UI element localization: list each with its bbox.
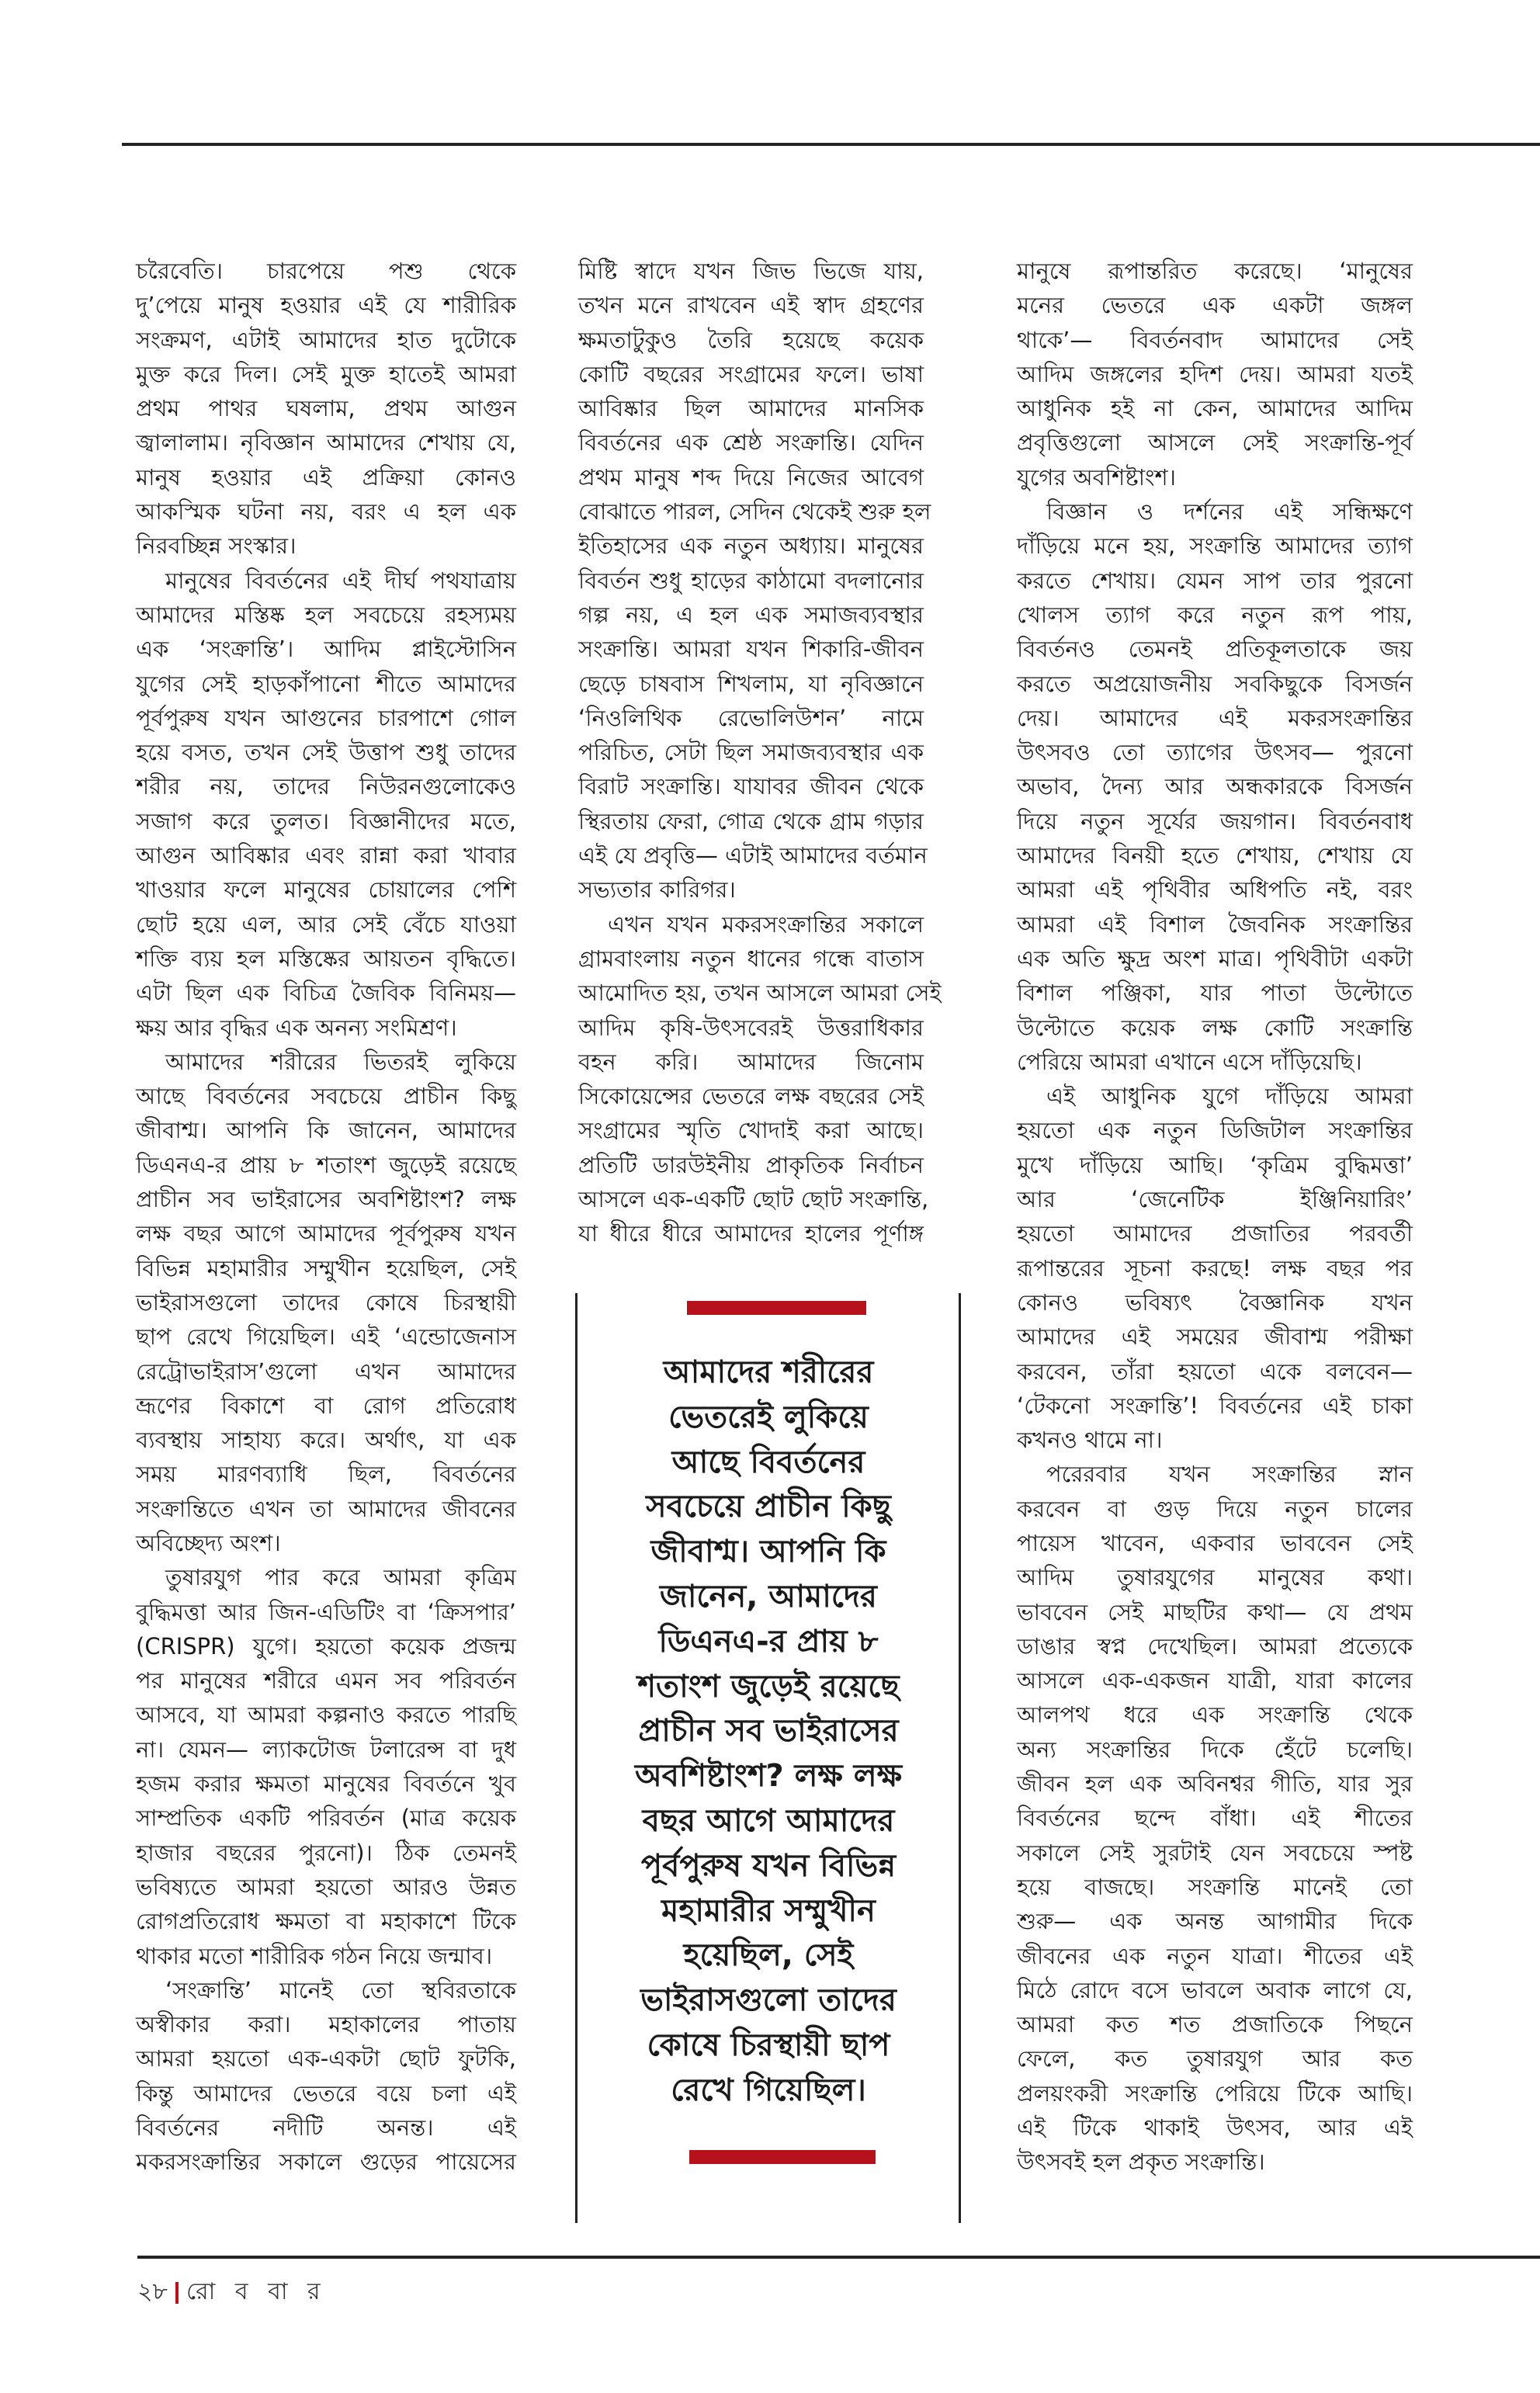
paragraph-line: গ্রামবাংলায় নতুন ধানের গন্ধে বাতাস — [578, 945, 924, 972]
paragraph-line: জ্বালালাম। নৃবিজ্ঞান আমাদের শেখায় যে, — [136, 429, 516, 456]
footer-separator — [175, 2282, 179, 2304]
paragraph-line: ইতিহাসের এক নতুন অধ্যায়। মানুষের — [578, 532, 924, 560]
paragraph-line: আর ‘জেনেটিক ইঞ্জিনিয়ারিং’ — [1017, 1186, 1413, 1213]
paragraph-line: আমাদের মস্তিষ্ক হল সবচেয়ে রহস্যময় — [136, 601, 516, 628]
pullquote-line: ভাইরাসগুলো তাদের — [640, 1982, 897, 2019]
paragraph-line: ‘সংক্রান্তি’ মানেই তো স্থবিরতাকে — [165, 1976, 516, 2003]
article-column-2 — [578, 254, 942, 1251]
paragraph-line: দেয়। আমাদের এই মকরসংক্রান্তির — [1017, 704, 1413, 731]
pullquote-line: বছর আগে আমাদের — [642, 1802, 895, 1839]
paragraph-line: ‘নিওলিথিক রেভোলিউশন’ নামে — [578, 704, 924, 731]
paragraph-line: গল্প নয়, এ হল এক সমাজব্যবস্থার — [578, 601, 924, 628]
paragraph-line: আমোদিত হয়, তখন আসলে আমরা সেই — [578, 980, 942, 1007]
paragraph-line: হয়ে বসত, তখন সেই উত্তাপ শুধু তাদের — [136, 739, 516, 766]
paragraph-line: মিঠে রোদে বসে ভাবলে অবাক লাগে যে, — [1017, 1976, 1413, 2003]
paragraph-line: সভ্যতার কারিগর। — [578, 876, 736, 903]
paragraph-line: বুদ্ধিমত্তা আর জিন-এডিটিং বা ‘ক্রিসপার’ — [136, 1598, 516, 1625]
bottom-rule — [137, 2256, 1540, 2259]
paragraph-line: যুগের সেই হাড়কাঁপানো শীতে আমাদের — [136, 670, 516, 697]
paragraph-line: হয়ে বাজছে। সংক্রান্তি মানেই তো — [1017, 1873, 1413, 1900]
paragraph-line: এটা ছিল এক বিচিত্র জৈবিক বিনিময়— — [136, 980, 516, 1007]
paragraph-line: মুখে দাঁড়িয়ে আছি। ‘কৃত্রিম বুদ্ধিমত্তা’ — [1017, 1151, 1413, 1178]
paragraph-line: ভবিষ্যতে আমরা হয়তো আরও উন্নত — [136, 1873, 516, 1900]
paragraph-line: আসবে, যা আমরা কল্পনাও করতে পারছি — [136, 1701, 516, 1729]
paragraph-line: উল্টোতে কয়েক লক্ষ কোটি সংক্রান্তি — [1017, 1014, 1413, 1041]
paragraph-line: না। যেমন— ল্যাকটোজ টলারেন্স বা দুধ — [136, 1736, 516, 1763]
pullquote-bottom-accent-bar — [689, 2150, 876, 2164]
paragraph-line: সংক্রান্তি। আমরা যখন শিকারি-জীবন — [578, 636, 924, 663]
paragraph-line: আমরা এই বিশাল জৈবনিক সংক্রান্তির — [1017, 910, 1413, 938]
pullquote-line: প্রাচীন সব ভাইরাসের — [638, 1713, 899, 1750]
paragraph-line: বিভিন্ন মহামারীর সম্মুখীন হয়েছিল, সেই — [136, 1254, 516, 1281]
paragraph-line: মনের ভেতরে এক একটা জঙ্গল — [1017, 292, 1413, 319]
paragraph-line: বিবর্তনের ছন্দে বাঁধা। এই শীতের — [1017, 1805, 1413, 1832]
paragraph-line: প্রবৃত্তিগুলো আসলে সেই সংক্রান্তি-পূর্ব — [1017, 429, 1413, 456]
paragraph-line: জীবাশ্ম। আপনি কি জানেন, আমাদের — [136, 1117, 516, 1144]
pullquote-line: পূর্বপুরুষ যখন বিভিন্ন — [640, 1847, 897, 1884]
paragraph-line: তুষারযুগ পার করে আমরা কৃত্রিম — [165, 1564, 516, 1591]
paragraph-line: আগুন আবিষ্কার এবং রান্না করা খাবার — [136, 842, 516, 869]
paragraph-line: অবিচ্ছেদ্য অংশ। — [136, 1529, 281, 1556]
article-column-1 — [136, 254, 516, 2180]
paragraph-line: উৎসবও তো ত্যাগের উৎসব— পুরনো — [1017, 739, 1413, 766]
paragraph-line: মুক্ত করে দিল। সেই মুক্ত হাতেই আমরা — [136, 360, 516, 387]
paragraph-line: দাঁড়িয়ে মনে হয়, সংক্রান্তি আমাদের ত্যাগ — [1017, 532, 1413, 560]
paragraph-line: পেরিয়ে আমরা এখানে এসে দাঁড়িয়েছি। — [1017, 1048, 1362, 1075]
magazine-name: রো ব বা র — [186, 2278, 327, 2305]
paragraph-line: ছোট হয়ে এল, আর সেই বেঁচে যাওয়া — [136, 910, 516, 938]
paragraph-line: আমরা এই পৃথিবীর অধিপতি নই, বরং — [1017, 876, 1413, 903]
paragraph-line: মানুষের বিবর্তনের এই দীর্ঘ পথযাত্রায় — [165, 567, 516, 594]
paragraph-line: জীবন হল এক অবিনশ্বর গীতি, যার সুর — [1017, 1770, 1413, 1798]
pullquote-right-divider — [959, 1293, 961, 2223]
paragraph-line: লক্ষ বছর আগে আমাদের পূর্বপুরুষ যখন — [136, 1220, 516, 1247]
paragraph-line: আসলে এক-একজন যাত্রী, যারা কালের — [1017, 1667, 1413, 1694]
paragraph-line: অন্য সংক্রান্তির দিকে হেঁটে চলেছি। — [1017, 1736, 1413, 1763]
paragraph-line: উৎসবই হল প্রকৃত সংক্রান্তি। — [1017, 2148, 1265, 2176]
paragraph-line: পরিচিত, সেটা ছিল সমাজব্যবস্থার এক — [578, 739, 924, 766]
paragraph-line: প্রতিটি ডারউইনীয় প্রাকৃতিক নির্বাচন — [578, 1151, 924, 1178]
paragraph-line: সাম্প্রতিক একটি পরিবর্তন (মাত্র কয়েক — [136, 1805, 516, 1832]
paragraph-line: আমাদের এই সময়ের জীবাশ্ম পরীক্ষা — [1017, 1323, 1413, 1351]
paragraph-line: আছে বিবর্তনের সবচেয়ে প্রাচীন কিছু — [136, 1083, 516, 1110]
paragraph-line: পরেরবার যখন সংক্রান্তির স্নান — [1046, 1461, 1413, 1488]
paragraph-line: কিন্তু আমাদের ভেতরে বয়ে চলা এই — [136, 2079, 516, 2107]
paragraph-line: মকরসংক্রান্তির সকালে গুড়ের পায়েসের — [136, 2148, 516, 2176]
pullquote-line: আছে বিবর্তনের — [671, 1444, 865, 1480]
pullquote-line: কোষে চিরস্থায়ী ছাপ — [647, 2027, 890, 2063]
pullquote-left-divider — [575, 1293, 578, 2223]
paragraph-line: ভাইরাসগুলো তাদের কোষে চিরস্থায়ী — [136, 1288, 516, 1316]
paragraph-line: আদিম কৃষি-উৎসবেরই উত্তরাধিকার — [578, 1014, 924, 1041]
paragraph-line: করতে অপ্রয়োজনীয় সবকিছুকে বিসর্জন — [1017, 670, 1413, 697]
paragraph-line: করবেন বা গুড় দিয়ে নতুন চালের — [1017, 1495, 1413, 1522]
paragraph-line: ফেলে, কত তুষারযুগ আর কত — [1017, 2045, 1413, 2072]
paragraph-line: এখন যখন মকরসংক্রান্তির সকালে — [608, 910, 924, 938]
paragraph-line: বিরাট সংক্রান্তি। যাযাবর জীবন থেকে — [578, 773, 924, 800]
paragraph-line: আমরা কত শত প্রজাতিকে পিছনে — [1017, 2011, 1413, 2038]
paragraph-line: রোগপ্রতিরোধ ক্ষমতা বা মহাকাশে টিকে — [136, 1908, 516, 1935]
paragraph-line: বিবর্তনের নদীটি অনন্ত। এই — [136, 2114, 516, 2142]
pullquote-line: ডিএনএ-র প্রায় ৮ — [658, 1623, 879, 1659]
paragraph-line: বিবর্তনের এক শ্রেষ্ঠ সংক্রান্তি। যেদিন — [578, 429, 924, 456]
paragraph-line: (CRISPR) যুগে। হয়তো কয়েক প্রজন্ম — [136, 1632, 516, 1659]
paragraph-line: কখনও থামে না। — [1017, 1427, 1163, 1454]
paragraph-line: ক্ষমতাটুকুও তৈরি হয়েছে কয়েক — [578, 326, 924, 353]
paragraph-line: এই টিকে থাকাই উৎসব, আর এই — [1017, 2114, 1413, 2142]
paragraph-line: হয়তো এক নতুন ডিজিটাল সংক্রান্তির — [1017, 1117, 1413, 1144]
paragraph-line: থাকার মতো শারীরিক গঠন নিয়ে জন্মাব। — [136, 1942, 493, 1969]
paragraph-line: আমরা হয়তো এক-একটা ছোট ফুটকি, — [136, 2045, 516, 2072]
pullquote-line: আমাদের শরীরের — [663, 1354, 874, 1390]
pullquote-line: মহামারীর সম্মুখীন — [661, 1892, 876, 1929]
paragraph-line: হাজার বছরের পুরনো)। ঠিক তেমনই — [136, 1839, 516, 1866]
paragraph-line: বহন করি। আমাদের জিনোম — [578, 1048, 924, 1075]
paragraph-line: আমাদের শরীরের ভিতরই লুকিয়ে — [165, 1048, 516, 1075]
paragraph-line: বোঝাতে পারল, সেদিন থেকেই শুরু হল — [578, 498, 931, 525]
paragraph-line: অভাব, দৈন্য আর অন্ধকারকে বিসর্জন — [1017, 773, 1413, 800]
paragraph-line: মানুষ হওয়ার এই প্রক্রিয়া কোনও — [136, 463, 516, 491]
paragraph-line: আদিম তুষারযুগের মানুষের কথা। — [1017, 1564, 1413, 1591]
paragraph-line: ছাপ রেখে গিয়েছিল। এই ‘এন্ডোজেনাস — [136, 1323, 516, 1351]
paragraph-line: এক ‘সংক্রান্তি’। আদিম প্লাইস্টোসিন — [136, 636, 516, 663]
paragraph-line: বিজ্ঞান ও দর্শনের এই সন্ধিক্ষণে — [1046, 498, 1413, 525]
pullquote-line: হয়েছিল, সেই — [683, 1937, 854, 1974]
paragraph-line: পায়েস খাবেন, একবার ভাববেন সেই — [1017, 1529, 1413, 1556]
paragraph-line: ডিএনএ-র প্রায় ৮ শতাংশ জুড়েই রয়েছে — [136, 1151, 516, 1178]
pullquote-line: শতাংশ জুড়েই রয়েছে — [637, 1668, 900, 1705]
pullquote-line: ভেতরেই লুকিয়ে — [668, 1399, 869, 1435]
paragraph-line: বিবর্তনও তেমনই প্রতিকূলতাকে জয় — [1017, 636, 1413, 663]
paragraph-line: ক্ষয় আর বৃদ্ধির এক অনন্য সংমিশ্রণ। — [136, 1014, 457, 1041]
pullquote-line: অবশিষ্টাংশ? লক্ষ লক্ষ — [635, 1758, 902, 1795]
paragraph-line: ভাববেন সেই মাছটির কথা— যে প্রথম — [1017, 1598, 1413, 1625]
paragraph-line: বিশাল পঞ্জিকা, যার পাতা উল্টোতে — [1017, 980, 1413, 1007]
paragraph-line: প্রাচীন সব ভাইরাসের অবশিষ্টাংশ? লক্ষ — [136, 1186, 516, 1213]
pullquote-top-accent-bar — [687, 1301, 866, 1315]
paragraph-line: ছেড়ে চাষবাস শিখলাম, যা নৃবিজ্ঞানে — [578, 670, 924, 697]
paragraph-line: আদিম জঙ্গলের হদিশ দেয়। আমরা যতই — [1017, 360, 1413, 387]
paragraph-line: সংগ্রামের স্মৃতি খোদাই করা আছে। — [578, 1117, 924, 1144]
paragraph-line: আকস্মিক ঘটনা নয়, বরং এ হল এক — [136, 498, 516, 525]
page-footer — [137, 2273, 327, 2312]
paragraph-line: থাকে’— বিবর্তনবাদ আমাদের সেই — [1017, 326, 1413, 353]
paragraph-line: শরীর নয়, তাদের নিউরনগুলোকেও — [136, 773, 516, 800]
paragraph-line: ব্যবস্থায় সাহায্য করে। অর্থাৎ, যা এক — [136, 1427, 516, 1454]
pullquote-line: জীবাশ্ম। আপনি কি — [650, 1534, 886, 1570]
pullquote-line: সবচেয়ে প্রাচীন কিছু — [646, 1489, 891, 1525]
article-column-3 — [1017, 254, 1413, 2180]
paragraph-line: হয়তো আমাদের প্রজাতির পরবর্তী — [1017, 1220, 1413, 1247]
paragraph-line: স্থিরতায় ফেরা, গোত্র থেকে গ্রাম গড়ার — [578, 807, 924, 834]
page-number: ২৮ — [137, 2278, 168, 2305]
paragraph-line: হজম করার ক্ষমতা মানুষের বিবর্তনে খুব — [136, 1770, 516, 1798]
paragraph-line: কোনও ভবিষ্যৎ বৈজ্ঞানিক যখন — [1017, 1288, 1413, 1316]
paragraph-line: পূর্বপুরুষ যখন আগুনের চারপাশে গোল — [136, 704, 516, 731]
paragraph-line: যুগের অবশিষ্টাংশ। — [1017, 463, 1177, 491]
paragraph-line: রূপান্তরের সূচনা করছে! লক্ষ বছর পর — [1017, 1254, 1413, 1281]
paragraph-line: এই যে প্রবৃত্তি— এটাই আমাদের বর্তমান — [578, 842, 928, 869]
paragraph-line: ভ্রূণের বিকাশে বা রোগ প্রতিরোধ — [136, 1392, 516, 1419]
top-rule — [122, 143, 1540, 146]
paragraph-line: দু’পেয়ে মানুষ হওয়ার এই যে শারীরিক — [136, 292, 516, 319]
paragraph-line: সিকোয়েন্সের ভেতরে লক্ষ বছরের সেই — [578, 1083, 924, 1110]
paragraph-line: মিষ্টি স্বাদে যখন জিভ ভিজে যায়, — [578, 258, 924, 284]
paragraph-line: অস্বীকার করা। মহাকালের পাতায় — [136, 2011, 516, 2038]
pullquote-line: রেখে গিয়েছিল। — [671, 2072, 866, 2108]
paragraph-line: আবিষ্কার ছিল আমাদের মানসিক — [578, 395, 924, 422]
paragraph-line: করবেন, তাঁরা হয়তো একে বলবেন— — [1017, 1358, 1413, 1385]
paragraph-line: জীবনের এক নতুন যাত্রা। শীতের এই — [1017, 1942, 1413, 1969]
paragraph-line: শক্তি ব্যয় হল মস্তিষ্কের আয়তন বৃদ্ধিতে। — [136, 945, 516, 972]
paragraph-line: করতে শেখায়। যেমন সাপ তার পুরনো — [1017, 567, 1413, 594]
paragraph-line: সময় মারণব্যাধি ছিল, বিবর্তনের — [136, 1461, 516, 1488]
pullquote — [590, 1351, 947, 2114]
paragraph-line: এক অতি ক্ষুদ্র অংশ মাত্র। পৃথিবীটা একটা — [1017, 945, 1413, 972]
paragraph-line: সকালে সেই সুরটাই যেন সবচেয়ে স্পষ্ট — [1017, 1839, 1413, 1866]
paragraph-line: খাওয়ার ফলে মানুষের চোয়ালের পেশি — [136, 876, 516, 903]
paragraph-line: আমাদের বিনয়ী হতে শেখায়, শেখায় যে — [1017, 842, 1413, 869]
paragraph-line: খোলস ত্যাগ করে নতুন রূপ পায়, — [1017, 601, 1413, 628]
paragraph-line: প্রলয়ংকরী সংক্রান্তি পেরিয়ে টিকে আছি। — [1017, 2079, 1413, 2107]
paragraph-line: দিয়ে নতুন সূর্যের জয়গান। বিবর্তনবাধ — [1017, 807, 1413, 834]
pullquote-line: জানেন, আমাদের — [660, 1578, 877, 1614]
paragraph-line: বিবর্তন শুধু হাড়ের কাঠামো বদলানোর — [578, 567, 924, 594]
paragraph-line: এই আধুনিক যুগে দাঁড়িয়ে আমরা — [1046, 1083, 1413, 1110]
paragraph-line: আধুনিক হই না কেন, আমাদের আদিম — [1017, 395, 1413, 422]
paragraph-line: সজাগ করে তুলত। বিজ্ঞানীদের মতে, — [136, 807, 516, 834]
paragraph-line: ডাঙার স্বপ্ন দেখেছিল। আমরা প্রত্যেকে — [1017, 1632, 1413, 1659]
paragraph-line: ‘টেকনো সংক্রান্তি’! বিবর্তনের এই চাকা — [1017, 1392, 1413, 1419]
paragraph-line: রেট্রোভাইরাস’গুলো এখন আমাদের — [136, 1358, 516, 1385]
paragraph-line: সংক্রমণ, এটাই আমাদের হাত দুটোকে — [136, 326, 516, 353]
paragraph-line: মানুষে রূপান্তরিত করেছে। ‘মানুষের — [1017, 258, 1413, 284]
paragraph-line: তখন মনে রাখবেন এই স্বাদ গ্রহণের — [578, 292, 924, 319]
paragraph-line: প্রথম পাথর ঘষলাম, প্রথম আগুন — [136, 395, 516, 422]
paragraph-line: নিরবচ্ছিন্ন সংস্কার। — [136, 532, 297, 560]
paragraph-line: পর মানুষের শরীরে এমন সব পরিবর্তন — [136, 1667, 516, 1694]
paragraph-line: চরৈবেতি। চারপেয়ে পশু থেকে — [136, 258, 516, 284]
paragraph-line: আলপথ ধরে এক সংক্রান্তি থেকে — [1017, 1701, 1413, 1729]
paragraph-line: সংক্রান্তিতে এখন তা আমাদের জীবনের — [136, 1495, 516, 1522]
paragraph-line: যা ধীরে ধীরে আমাদের হালের পূর্ণাঙ্গ — [578, 1220, 924, 1247]
paragraph-line: কোটি বছরের সংগ্রামের ফলে। ভাষা — [578, 360, 924, 387]
paragraph-line: আসলে এক-একটি ছোট ছোট সংক্রান্তি, — [578, 1186, 929, 1213]
paragraph-line: শুরু— এক অনন্ত আগামীর দিকে — [1017, 1908, 1413, 1935]
paragraph-line: প্রথম মানুষ শব্দ দিয়ে নিজের আবেগ — [578, 463, 924, 491]
